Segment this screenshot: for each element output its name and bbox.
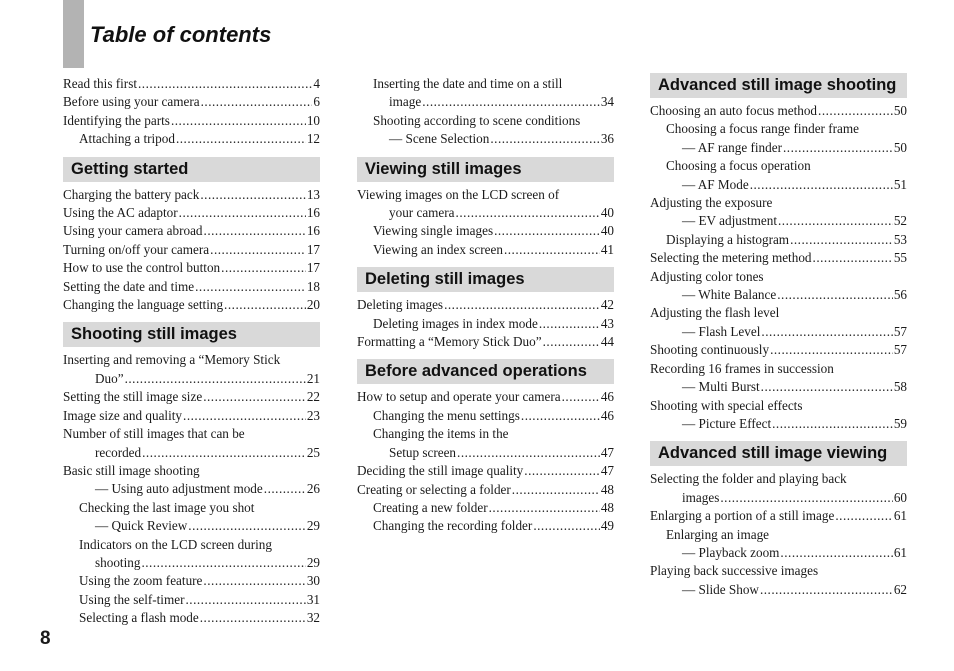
leader-dots: [201, 93, 313, 111]
toc-entry-title: — AF Mode: [682, 176, 749, 192]
toc-entry[interactable]: [63, 407, 320, 425]
toc-entry[interactable]: [357, 462, 614, 480]
toc-entry[interactable]: [63, 499, 320, 536]
toc-entry-page: 52: [893, 213, 907, 229]
toc-entry[interactable]: [357, 112, 614, 149]
toc-entry-title-line1: Shooting according to scene conditions: [373, 112, 581, 128]
toc-entry-page: 53: [893, 231, 907, 247]
toc-entry[interactable]: [357, 333, 614, 351]
leader-dots: [750, 176, 893, 194]
toc-entry[interactable]: [650, 526, 907, 563]
leader-dots: [204, 222, 306, 240]
toc-entry-page: 61: [893, 508, 907, 524]
leader-dots: [183, 407, 306, 425]
toc-entry-title-line1: Indicators on the LCD screen during: [79, 536, 272, 552]
toc-entry[interactable]: [63, 388, 320, 406]
toc-entry-page: 29: [306, 518, 320, 534]
toc-entry[interactable]: [650, 157, 907, 194]
leader-dots: [125, 370, 306, 388]
toc-entry-title: Viewing single images: [373, 223, 494, 239]
toc-entry[interactable]: [357, 296, 614, 314]
toc-entry[interactable]: [650, 268, 907, 305]
toc-entry-title-line1: Choosing a focus range finder frame: [666, 121, 859, 137]
toc-entry-title: How to setup and operate your camera: [357, 389, 561, 405]
toc-entry-title: Using the self-timer: [79, 591, 185, 607]
toc-entry-title: Formatting a “Memory Stick Duo”: [357, 334, 542, 350]
toc-entry-page: 13: [306, 186, 320, 202]
leader-dots: [195, 278, 306, 296]
toc-section-advanced-viewing: [650, 441, 907, 599]
toc-entry-page: 6: [313, 94, 320, 110]
toc-entry-page: 44: [600, 334, 614, 350]
toc-entry-page: 47: [600, 444, 614, 460]
toc-entry-page: 16: [306, 223, 320, 239]
toc-section-intro: [63, 75, 320, 149]
leader-dots: [203, 388, 306, 406]
toc-entry-title-line1: Checking the last image you shot: [79, 499, 255, 515]
leader-dots: [444, 296, 600, 314]
toc-section-getting-started: [63, 157, 320, 315]
toc-section-shooting: [63, 322, 320, 627]
toc-entry-title: — Quick Review: [95, 518, 188, 534]
toc-entry[interactable]: [63, 351, 320, 388]
toc-entry-title: Attaching a tripod: [79, 131, 175, 147]
toc-entry-title-line1: Enlarging an image: [666, 526, 770, 542]
toc-entry[interactable]: [357, 407, 614, 425]
section-heading: Before advanced operations: [357, 359, 614, 384]
toc-entry[interactable]: [357, 186, 614, 223]
toc-entry-title: Deciding the still image quality: [357, 463, 524, 479]
toc-section-advanced-shooting: [650, 73, 907, 433]
toc-entry-title: How to use the control button: [63, 260, 221, 276]
toc-entry-page: 21: [306, 370, 320, 386]
toc-entry-title: — Playback zoom: [682, 544, 780, 560]
leader-dots: [770, 341, 893, 359]
toc-entry-page: 55: [893, 250, 907, 266]
toc-entry-title-line1: Inserting the date and time on a still: [373, 76, 563, 91]
toc-entry-title: Duo”: [95, 370, 124, 386]
toc-entry[interactable]: [63, 75, 320, 93]
toc-entry-page: 17: [306, 241, 320, 257]
leader-dots: [772, 415, 893, 433]
leader-dots: [264, 480, 306, 498]
page-number: 8: [40, 628, 51, 649]
toc-entry-title: — Multi Burst: [682, 379, 760, 395]
toc-entry-title: Creating or selecting a folder: [357, 481, 511, 497]
toc-column-1: [63, 75, 320, 628]
toc-entry-title-line1: Adjusting the exposure: [650, 195, 773, 211]
toc-entry-title: Deleting images in index mode: [373, 315, 538, 331]
toc-entry[interactable]: [650, 562, 907, 599]
toc-entry-title-line1: Inserting and removing a “Memory Stick: [63, 352, 281, 368]
toc-section-shooting-cont: [357, 75, 614, 149]
toc-entry[interactable]: [63, 572, 320, 590]
leader-dots: [761, 323, 892, 341]
toc-entry-title: Charging the battery pack: [63, 186, 200, 202]
toc-entry[interactable]: [357, 388, 614, 406]
leader-dots: [141, 554, 305, 572]
toc-entry-title: image: [389, 94, 422, 110]
toc-entry-title: Selecting a flash mode: [79, 610, 199, 626]
toc-entry-title-line1: Changing the items in the: [373, 426, 509, 442]
toc-entry-title-line1: Choosing a focus operation: [666, 158, 811, 174]
section-heading: Advanced still image viewing: [650, 441, 907, 466]
toc-entry-title: Choosing an auto focus method: [650, 103, 818, 118]
page-title: Table of contents: [90, 22, 272, 47]
leader-dots: [179, 204, 306, 222]
leader-dots: [777, 286, 893, 304]
toc-entry-title: recorded: [95, 444, 142, 460]
leader-dots: [539, 315, 600, 333]
toc-section-viewing: [357, 157, 614, 260]
toc-entry-title-line1: Playing back successive images: [650, 563, 819, 579]
toc-entry-title: shooting: [95, 554, 141, 570]
toc-entry[interactable]: [650, 249, 907, 267]
toc-entry-title-line1: Number of still images that can be: [63, 426, 245, 442]
toc-entry[interactable]: [63, 296, 320, 314]
toc-column-2: [357, 75, 614, 536]
leader-dots: [533, 517, 600, 535]
section-heading: Viewing still images: [357, 157, 614, 182]
toc-entry-page: 56: [893, 287, 907, 303]
leader-dots: [543, 333, 600, 351]
leader-dots: [760, 581, 893, 599]
toc-entry-title: — Slide Show: [682, 581, 759, 597]
leader-dots: [524, 462, 600, 480]
leader-dots: [210, 241, 306, 259]
toc-entry-page: 58: [893, 379, 907, 395]
toc-entry-title: Changing the menu settings: [373, 407, 520, 423]
toc-entry-page: 40: [600, 205, 614, 221]
leader-dots: [188, 517, 306, 535]
toc-entry-page: 18: [306, 278, 320, 294]
toc-entry[interactable]: [357, 75, 614, 112]
leader-dots: [761, 378, 893, 396]
section-heading: Advanced still image shooting: [650, 73, 907, 98]
toc-entry[interactable]: [63, 130, 320, 148]
leader-dots: [200, 609, 306, 627]
toc-entry-title: Changing the recording folder: [373, 518, 533, 534]
toc-entry-page: 41: [600, 241, 614, 257]
toc-entry[interactable]: [650, 360, 907, 397]
toc-entry-page: 42: [600, 297, 614, 313]
toc-entry[interactable]: [63, 591, 320, 609]
toc-entry-title: — White Balance: [682, 287, 777, 303]
toc-entry[interactable]: [650, 194, 907, 231]
toc-entry-page: 50: [893, 103, 907, 118]
toc-entry[interactable]: [63, 112, 320, 130]
toc-entry-page: 16: [306, 205, 320, 221]
leader-dots: [185, 591, 305, 609]
toc-entry-title-line1: Viewing images on the LCD screen of: [357, 186, 560, 202]
leader-dots: [835, 507, 892, 525]
toc-entry-page: 46: [600, 389, 614, 405]
toc-entry-title: Changing the language setting: [63, 297, 224, 313]
toc-entry-page: 49: [600, 518, 614, 534]
toc-entry[interactable]: [650, 470, 907, 507]
toc-entry-page: 48: [600, 481, 614, 497]
toc-entry-page: 31: [306, 591, 320, 607]
leader-dots: [813, 249, 893, 267]
toc-entry-page: 43: [600, 315, 614, 331]
toc-entry[interactable]: [63, 425, 320, 462]
toc-entry-title-line1: Adjusting color tones: [650, 268, 764, 284]
leader-dots: [203, 572, 305, 590]
leader-dots: [224, 296, 306, 314]
toc-entry-title: Displaying a histogram: [666, 231, 790, 247]
leader-dots: [221, 259, 306, 277]
leader-dots: [512, 481, 600, 499]
toc-entry-page: 20: [306, 297, 320, 313]
leader-dots: [142, 444, 306, 462]
section-heading: Shooting still images: [63, 322, 320, 347]
section-heading: Deleting still images: [357, 267, 614, 292]
toc-entry-page: 12: [306, 131, 320, 147]
leader-dots: [504, 241, 600, 259]
toc-entry-page: 17: [306, 260, 320, 276]
toc-entry-page: 10: [306, 112, 320, 128]
leader-dots: [494, 222, 600, 240]
toc-entry[interactable]: [63, 241, 320, 259]
leader-dots: [720, 489, 892, 507]
toc-entry-title: Using the zoom feature: [79, 573, 203, 589]
toc-section-before-advanced: [357, 359, 614, 535]
toc-entry[interactable]: [357, 425, 614, 462]
toc-entry-title: Setup screen: [389, 444, 457, 460]
toc-entry[interactable]: [650, 341, 907, 359]
toc-entry[interactable]: [650, 120, 907, 157]
toc-entry-title: images: [682, 489, 720, 505]
toc-entry[interactable]: [650, 102, 907, 120]
toc-entry-title: Read this first: [63, 76, 137, 91]
toc-entry[interactable]: [63, 609, 320, 627]
toc-entry[interactable]: [357, 499, 614, 517]
toc-entry[interactable]: [357, 241, 614, 259]
toc-entry-title: Setting the still image size: [63, 389, 203, 405]
toc-entry-page: 29: [306, 554, 320, 570]
toc-entry-title-line1: Adjusting the flash level: [650, 305, 780, 321]
toc-entry-title: Viewing an index screen: [373, 241, 503, 257]
leader-dots: [783, 139, 893, 157]
toc-entry-page: 23: [306, 407, 320, 423]
title-accent-bar: [63, 0, 84, 68]
toc-entry-page: 61: [893, 544, 907, 560]
toc-entry-title: — Flash Level: [682, 323, 761, 339]
toc-entry-title: Image size and quality: [63, 407, 183, 423]
toc-entry-page: 32: [306, 610, 320, 626]
leader-dots: [489, 499, 600, 517]
toc-entry-title: Before using your camera: [63, 94, 200, 110]
toc-entry[interactable]: [357, 517, 614, 535]
toc-entry-title: Setting the date and time: [63, 278, 195, 294]
toc-entry[interactable]: [63, 536, 320, 573]
toc-entry[interactable]: [63, 204, 320, 222]
toc-entry-title: Identifying the parts: [63, 112, 170, 128]
toc-entry[interactable]: [357, 481, 614, 499]
toc-entry-title: Turning on/off your camera: [63, 241, 210, 257]
toc-entry-page: 22: [306, 389, 320, 405]
toc-entry-title: Creating a new folder: [373, 499, 488, 515]
toc-entry[interactable]: [650, 507, 907, 525]
toc-entry-title: Selecting the metering method: [650, 250, 812, 266]
toc-entry-title: — EV adjustment: [682, 213, 777, 229]
toc-entry-page: 50: [893, 139, 907, 155]
leader-dots: [457, 444, 600, 462]
toc-entry[interactable]: [357, 222, 614, 240]
toc-entry-title-line1: Basic still image shooting: [63, 462, 200, 478]
leader-dots: [778, 212, 893, 230]
toc-entry-page: 34: [600, 94, 614, 110]
toc-entry-title: Shooting continuously: [650, 342, 770, 358]
toc-entry[interactable]: [63, 93, 320, 111]
toc-entry[interactable]: [63, 259, 320, 277]
toc-entry-page: 40: [600, 223, 614, 239]
toc-column-3: [650, 73, 907, 599]
toc-entry-title: Deleting images: [357, 297, 444, 313]
toc-entry-page: 26: [306, 481, 320, 497]
toc-entry-page: 62: [893, 581, 907, 597]
toc-entry[interactable]: [650, 231, 907, 249]
toc-entry[interactable]: [63, 278, 320, 296]
toc-entry-page: 46: [600, 407, 614, 423]
leader-dots: [490, 130, 599, 148]
toc-entry-page: 25: [306, 444, 320, 460]
toc-entry[interactable]: [650, 397, 907, 434]
leader-dots: [176, 130, 306, 148]
toc-entry-page: 36: [600, 131, 614, 147]
leader-dots: [456, 204, 600, 222]
leader-dots: [780, 544, 892, 562]
toc-entry-page: 59: [893, 415, 907, 431]
leader-dots: [521, 407, 600, 425]
toc-entry-title: — Picture Effect: [682, 415, 772, 431]
toc-entry-title-line1: Shooting with special effects: [650, 397, 803, 413]
toc-entry-page: 57: [893, 342, 907, 358]
toc-entry[interactable]: [63, 186, 320, 204]
leader-dots: [138, 75, 312, 93]
section-heading: Getting started: [63, 157, 320, 182]
leader-dots: [171, 112, 306, 130]
toc-entry[interactable]: [650, 304, 907, 341]
toc-entry-page: 48: [600, 499, 614, 515]
toc-entry-page: 60: [893, 489, 907, 505]
toc-entry-page: 4: [313, 76, 320, 91]
toc-entry-title: — Scene Selection: [389, 131, 490, 147]
toc-entry-page: 57: [893, 323, 907, 339]
toc-entry-page: 30: [306, 573, 320, 589]
leader-dots: [422, 93, 600, 111]
toc-entry-title: Using the AC adaptor: [63, 205, 178, 221]
leader-dots: [562, 388, 600, 406]
toc-entry-title: Enlarging a portion of a still image: [650, 508, 835, 524]
toc-entry-title: Using your camera abroad: [63, 223, 203, 239]
toc-entry[interactable]: [357, 315, 614, 333]
toc-entry-title: — Using auto adjustment mode: [95, 481, 263, 497]
leader-dots: [200, 186, 305, 204]
leader-dots: [790, 231, 893, 249]
toc-entry[interactable]: [63, 222, 320, 240]
toc-entry-page: 51: [893, 176, 907, 192]
toc-section-deleting: [357, 267, 614, 351]
leader-dots: [818, 102, 893, 120]
toc-entry-title: — AF range finder: [682, 139, 782, 155]
toc-entry[interactable]: [63, 462, 320, 499]
toc-entry-title-line1: Selecting the folder and playing back: [650, 471, 847, 487]
toc-entry-title-line1: Recording 16 frames in succession: [650, 360, 834, 376]
toc-entry-title: your camera: [389, 205, 455, 221]
toc-entry-page: 47: [600, 463, 614, 479]
